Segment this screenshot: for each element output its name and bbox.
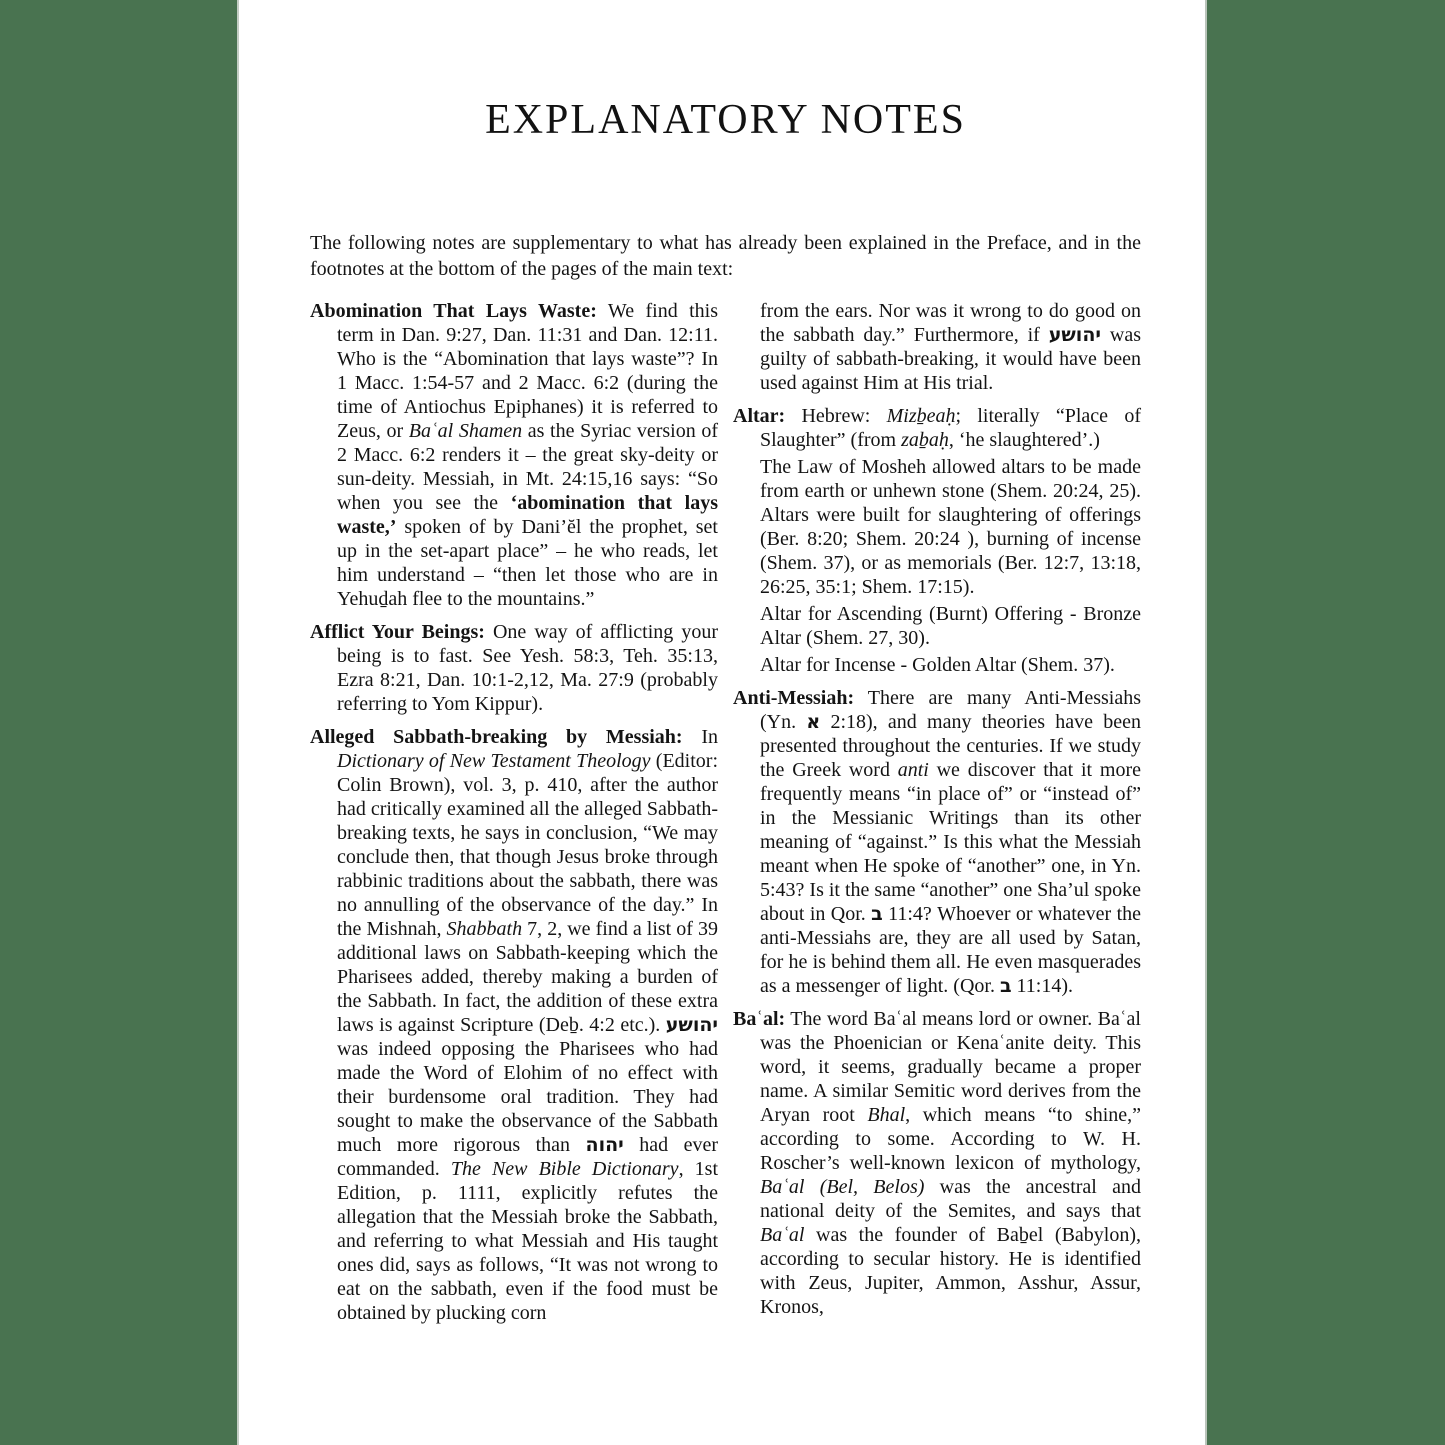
entry-term: Afflict Your Beings: [310,621,485,643]
entry-term: Altar: [733,405,786,427]
italic-phrase: Baʿal [760,1224,805,1246]
glossary-entry [733,299,1141,395]
text-run: was the founder of Baḇel (Babylon), according to secular history. He is identified with Zeus, Jupiter, Ammon, Asshur, Assur, Kronos, [760,1224,1141,1318]
hebrew-word: ב [999,975,1012,997]
text-run: , which means “to shine,” according to some. According to W. H. Roscher’s well-known lexicon of mythology, [760,1104,1141,1174]
italic-phrase: anti [897,759,929,781]
entry-paragraph [310,299,718,611]
left-column [310,299,718,1334]
entry-paragraph [733,455,1141,599]
text-run: 2:18), and many theories have been presented throughout the centuries. If we study the Greek word [760,711,1141,781]
intro-paragraph: The following notes are supplementary to what has already been explained in the Preface, and in the footnotes at the bottom of the pages of the main text: [310,232,1141,280]
entry-paragraph [733,299,1141,395]
text-run: 11:14). [1011,975,1074,997]
text-run: Hebrew: [785,405,887,427]
right-column [733,299,1141,1328]
text-run: was guilty of sabbath-breaking, it would have been used against Him at His trial. [760,324,1142,394]
italic-phrase: Dictionary of New Testament Theology [337,750,651,772]
hebrew-word: יהוה [585,1134,624,1156]
text-run: as the Syriac version of 2 Macc. 6:2 renders it – the great sky-deity or sun-deity. Messiah, in Mt. 24:15,16 says: “So when you see the [337,420,718,514]
italic-phrase: Baʿal (Bel, Belos) [760,1176,925,1198]
hebrew-word: יהושע [1048,324,1101,346]
hebrew-word: א [806,711,821,733]
text-run: spoken of by Dani’ĕl the prophet, set up in the set-apart place” – he who reads, let him understand – “then let those who are in Yehuḏah flee to the mountains.” [337,516,718,610]
text-run: 11:4? Whoever or whatever the anti-Messiahs are, they are all used by Satan, for he is behind them all. He even masquerades as a messenger of light. (Qor. [760,903,1141,997]
entry-paragraph [733,653,1141,677]
entry-paragraph [733,1007,1141,1319]
glossary-entry [310,620,718,716]
text-run: was the ancestral and national deity of the Semites, and says that [760,1176,1141,1222]
italic-phrase: zaḇaḥ [901,429,949,451]
text-run: we discover that it more frequently means “in place of” or “instead of” in the Messianic Writings than its other meaning of “against.” Is this what the Messiah meant when He spoke of “another” one, in Yn. 5:43? Is it the same “another” one Sha’ul spoke about in Qor. [760,759,1141,925]
glossary-entry [310,725,718,1325]
text-run: Altar for Ascending (Burnt) Offering - Bronze Altar (Shem. 27, 30). [760,603,1141,649]
glossary-entry [733,686,1141,998]
glossary-entry [733,1007,1141,1319]
entry-paragraph [733,686,1141,998]
page-title: EXPLANATORY NOTES [485,97,966,143]
entry-term: Abomination That Lays Waste: [310,300,597,322]
text-run: One way of afflicting your being is to fast. See Yesh. 58:3, Teh. 35:13, Ezra 8:21, Dan. 10:1-2,12, Ma. 27:9 (probably referring to Yom Kippur). [337,621,718,715]
text-run: There are many Anti-Messiahs (Yn. [760,687,1141,733]
entry-paragraph [733,602,1141,650]
entry-paragraph [733,404,1141,452]
italic-phrase: Mizḇeaḥ [886,405,956,427]
text-run: had ever commanded. [337,1134,719,1180]
text-run: , ‘he slaughtered’.) [948,429,1100,451]
italic-phrase: Shabbath [446,918,523,940]
text-run: Altar for Incense - Golden Altar (Shem. 37). [760,654,1115,676]
text-run: We find this term in Dan. 9:27, Dan. 11:31 and Dan. 12:11. Who is the “Abomination that lays waste”? In 1 Macc. 1:54-57 and 2 Macc. 6:2 (during the time of Antiochus Epiphanes) it is referred to Zeus, or [337,300,718,442]
hebrew-word: ב [871,903,883,925]
glossary-entry [310,299,718,611]
two-column-layout [310,299,1141,1334]
entry-paragraph [310,725,718,1325]
text-run: , 1st Edition, p. 1111, explicitly refutes the allegation that the Messiah broke the Sabbath, and referring to what Messiah and His taught ones did, says as follows, “It was not wrong to eat on the sabbath, even if the food must be obtained by plucking corn [337,1158,718,1324]
text-run: 7, 2, we find a list of 39 additional laws on Sabbath-keeping which the Pharisees added, thereby making a burden of the Sabbath. In fact, the addition of these extra laws is against Scripture (Deḇ. 4:2 etc.). [337,918,718,1036]
italic-phrase: Bhal [867,1104,906,1126]
text-run: The word Baʿal means lord or owner. Baʿal was the Phoenician or Kenaʿanite deity. This word, it seems, gradually became a proper name. A similar Semitic word derives from the Aryan root [760,1008,1141,1126]
text-run: was indeed opposing the Pharisees who had made the Word of Elohim of no effect with their burdensome oral tradition. They had sought to make the observance of the Sabbath much more rigorous than [337,1038,718,1156]
text-run: (Editor: Colin Brown), vol. 3, p. 410, after the author had critically examined all the alleged Sabbath-breaking texts, he says in conclusion, “We may conclude then, that though Jesus broke through rabbinic traditions about the sabbath, there was no annulling of the observance of the day.” In the Mishnah, [337,750,718,940]
glossary-entry [733,404,1141,677]
text-run: ; literally “Place of Slaughter” (from [760,405,1141,451]
bold-phrase: ‘abomination that lays waste,’ [337,492,718,538]
hebrew-word: יהושע [665,1014,718,1036]
italic-phrase: The New Bible Dictionary [450,1158,679,1180]
italic-phrase: Baʿal Shamen [408,420,523,442]
text-run: In [682,726,718,748]
text-run: The Law of Mosheh allowed altars to be made from earth or unhewn stone (Shem. 20:24, 25). Altars were built for slaughtering of offerings (Ber. 8:20; Shem. 20:24 ), burning of incense (Shem. 37), or as memorials (Ber. 12:7, 13:18, 26:25, 35:1; Shem. 17:15). [760,456,1141,598]
entry-term: Alleged Sabbath-breaking by Messiah: [310,726,683,748]
entry-term: Anti-Messiah: [733,687,855,709]
document-page [237,0,1207,1445]
entry-paragraph [310,620,718,716]
entry-term: Baʿal: [733,1008,786,1030]
text-run: from the ears. Nor was it wrong to do good on the sabbath day.” Furthermore, if [760,300,1141,346]
